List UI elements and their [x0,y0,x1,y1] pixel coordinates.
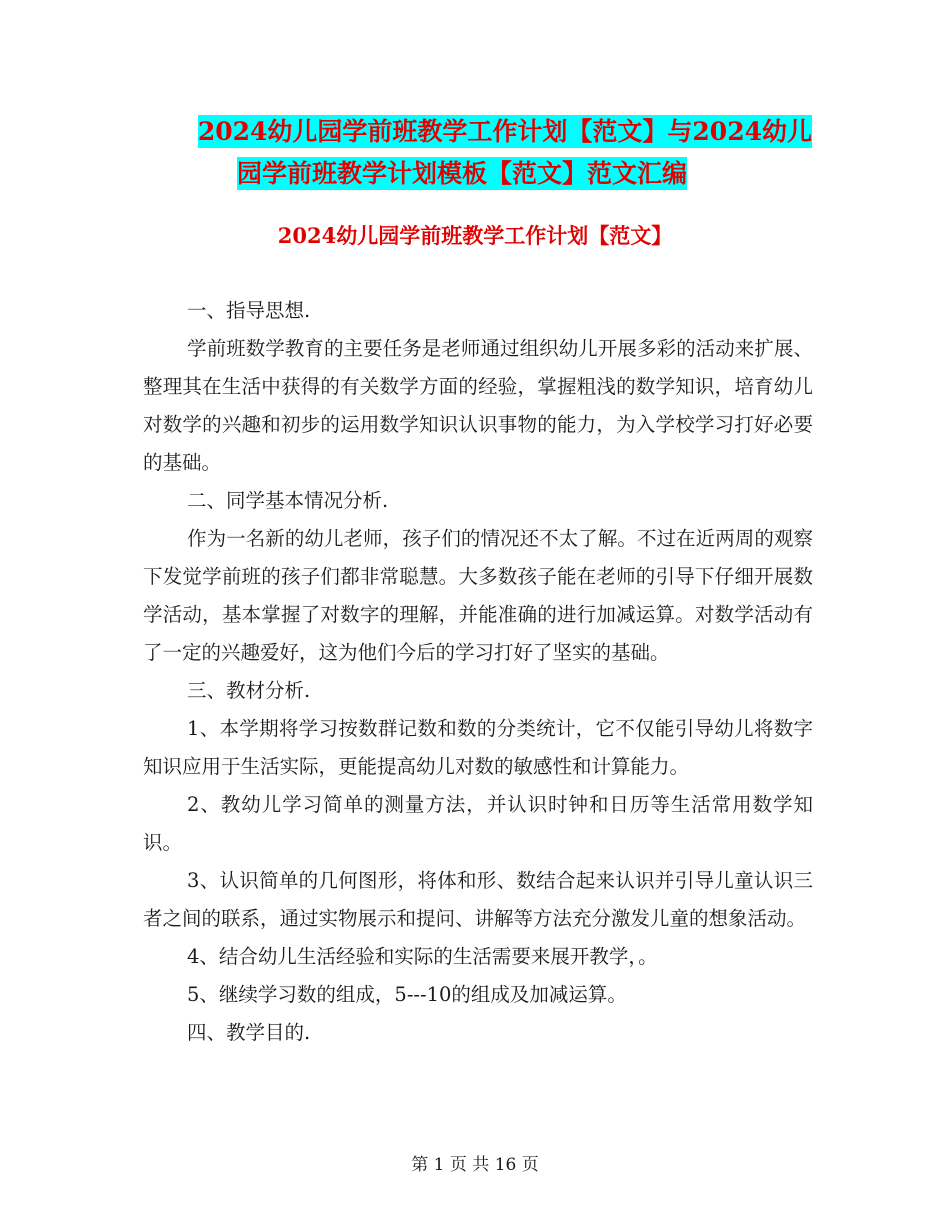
heading-teaching-purpose: 四、教学目的. [187,1021,311,1044]
page-footer: 第 1 页 共 16 页 [411,1155,539,1175]
title-highlight-2: 园学前班教学计划模板【范文】范文汇编 [237,159,688,188]
document-title-line-2 [237,152,917,196]
section-subtitle: 2024幼儿园学前班教学工作计划【范文】 [277,223,673,248]
heading-guiding-thought: 一、指导思想. [187,299,311,322]
list-item-2: 2、教幼儿学习简单的测量方法，并认识时钟和日历等生活常用数学知识。 [143,793,813,854]
paragraph-guiding-thought: 学前班数学教育的主要任务是老师通过组织幼儿开展多彩的活动来扩展、整理其在生活中获得的有关数学方面的经验，掌握粗浅的数学知识，培育幼儿对数学的兴趣和初步的运用数学知识认识事物的能力，为入学校学习打好必要的基础。 [143,337,813,474]
heading-material-analysis: 三、教材分析. [187,679,311,702]
document-body [143,292,813,1052]
list-item-1: 1、本学期将学习按数群记数和数的分类统计，它不仅能引导幼儿将数字知识应用于生活实际，更能提高幼儿对数的敏感性和计算能力。 [143,717,813,778]
list-item-3: 3、认识简单的几何图形，将体和形、数结合起来认识并引导儿童认识三者之间的联系，通过实物展示和提问、讲解等方法充分激发儿童的想象活动。 [143,869,813,930]
document-title-line-1 [140,110,812,154]
heading-student-analysis: 二、同学基本情况分析. [187,489,389,512]
paragraph-student-analysis: 作为一名新的幼儿老师，孩子们的情况还不太了解。不过在近两周的观察下发觉学前班的孩子们都非常聪慧。大多数孩子能在老师的引导下仔细开展数学活动，基本掌握了对数字的理解，并能准确的进行加减运算。对数学活动有了一定的兴趣爱好，这为他们今后的学习打好了坚实的基础。 [143,527,813,664]
title-highlight-1: 2024幼儿园学前班教学工作计划【范文】与2024幼儿 [197,117,812,146]
list-item-4: 4、结合幼儿生活经验和实际的生活需要来展开教学，。 [187,945,658,968]
list-item-5: 5、继续学习数的组成，5---10的组成及加减运算。 [187,983,627,1006]
